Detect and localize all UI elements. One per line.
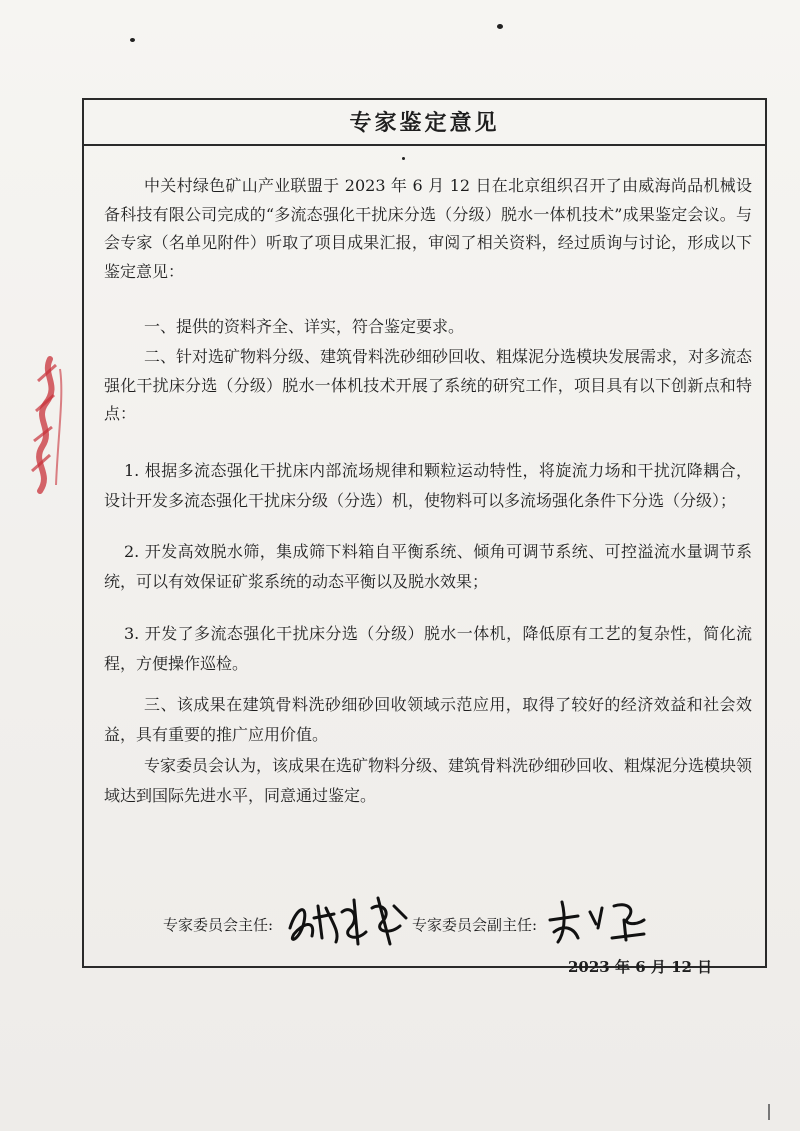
scan-speck <box>497 24 503 29</box>
committee-conclusion: 专家委员会认为，该成果在选矿物料分级、建筑骨料洗砂细砂回收、粗煤泥分选模块领域达到国际先进水平，同意通过鉴定。 <box>104 756 753 805</box>
title-row <box>84 100 765 146</box>
document-title: 专家鉴定意见 <box>349 110 500 136</box>
chair-label: 专家委员会主任: <box>163 916 274 934</box>
intro-paragraph: 中关村绿色矿山产业联盟于 2023 年 6 月 12 日在北京组织召开了由威海尚品机械设备科技有限公司完成的“多流态强化干扰床分选（分级）脱水一体机技术”成果鉴定会议。与会专家（名单见附件）听取了项目成果汇报，审阅了相关资料，经过质询与讨论，形成以下鉴定意见： <box>104 176 752 281</box>
opinion-item-2: 二、针对选矿物料分级、建筑骨料洗砂细砂回收、粗煤泥分选模块发展需求，对多流态强化干扰床分选（分级）脱水一体机技术开展了系统的研究工作，项目具有以下创新点和特点： <box>104 347 753 423</box>
opinion-frame <box>82 98 767 976</box>
scan-mark <box>768 1104 770 1120</box>
vice-chair-signature <box>544 894 654 946</box>
vice-chair-label: 专家委员会副主任: <box>412 916 538 934</box>
innovation-point-3: 3. 开发了多流态强化干扰床分选（分级）脱水一体机，降低原有工艺的复杂性，简化流程，方便操作巡检。 <box>104 624 752 673</box>
chair-signature <box>282 888 412 950</box>
signing-date: 2023 年 6 月 12 日 <box>568 958 713 976</box>
signature-row <box>84 888 765 948</box>
innovation-point-1: 1. 根据多流态强化干扰床内部流场规律和颗粒运动特性，将旋流力场和干扰沉降耦合，设计开发多流态强化干扰床分级（分选）机，使物料可以多流场强化条件下分选（分级）； <box>104 461 752 510</box>
opinion-item-3: 三、该成果在建筑骨料洗砂细砂回收领域示范应用，取得了较好的经济效益和社会效益，具有重要的推广应用价值。 <box>104 695 752 744</box>
red-seal-stamp <box>20 355 68 495</box>
innovation-point-2: 2. 开发高效脱水筛，集成筛下料箱自平衡系统、倾角可调节系统、可控溢流水量调节系统，可以有效保证矿浆系统的动态平衡以及脱水效果； <box>104 542 752 591</box>
scan-speck <box>130 38 135 42</box>
opinion-item-1: 一、提供的资料齐全、详实，符合鉴定要求。 <box>144 317 465 336</box>
